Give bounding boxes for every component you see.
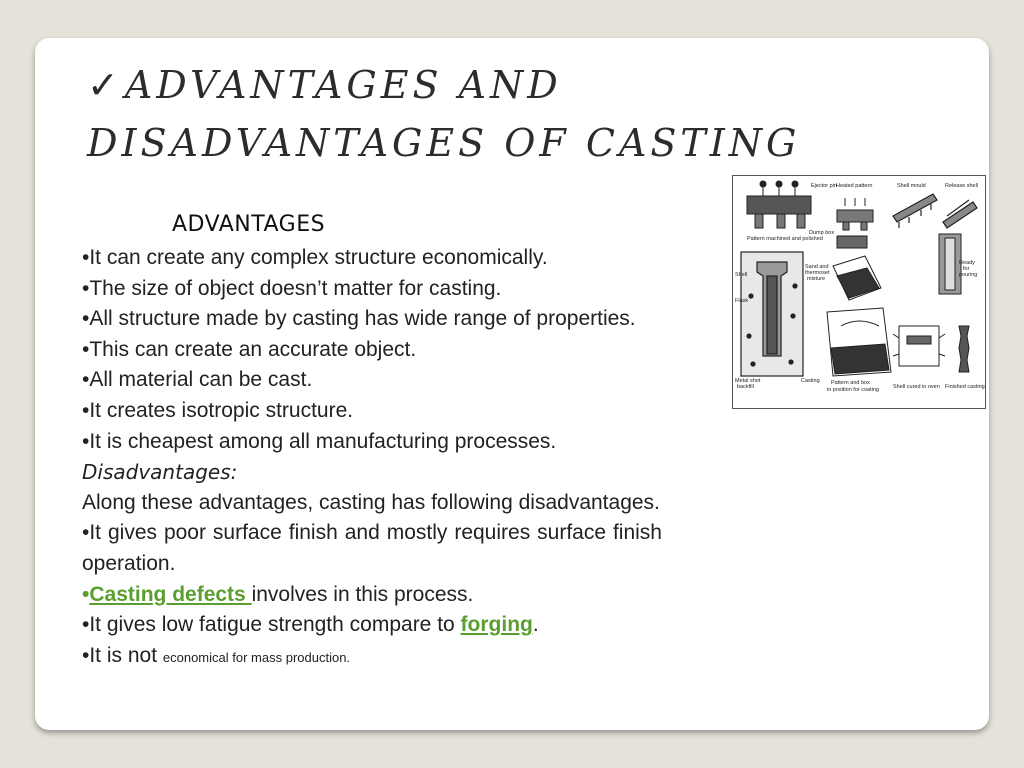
- label-release-shell: Release shell: [945, 183, 979, 189]
- label-ready: Ready: [959, 260, 975, 266]
- disadvantages-heading: Disadvantages:: [82, 460, 238, 485]
- label-heated-pattern: Heated pattern: [836, 183, 873, 189]
- label-pouring: pouring: [959, 272, 978, 278]
- disadvantage-item: [82, 610, 662, 641]
- label-shell-cured: Shell cured in oven: [893, 384, 940, 390]
- label-pattern-box-1: Pattern and box: [831, 380, 870, 386]
- bullet-list: [82, 243, 662, 673]
- pattern-box-diagram: [827, 308, 891, 376]
- label-for: for: [963, 266, 970, 272]
- finished-casting-diagram: [959, 326, 969, 372]
- disadvantage-item: •It gives poor surface finish and mostly requires surface finish operation.: [82, 521, 662, 575]
- label-casting: Casting: [801, 378, 820, 384]
- flask-casting-diagram: [741, 252, 803, 376]
- disadvantage-item: [82, 641, 662, 674]
- pattern-plate-diagram: [747, 181, 811, 228]
- checkmark-icon: ✓: [87, 63, 123, 107]
- label-thermoset: thermoset: [805, 270, 830, 276]
- advantage-item: •The size of object doesn’t matter for casting.: [82, 276, 502, 300]
- forging-link[interactable]: forging: [460, 613, 533, 637]
- label-backfill: backfill: [737, 384, 754, 390]
- heated-pattern-diagram: [837, 198, 873, 230]
- label-mixture: mixture: [807, 276, 826, 282]
- disadvantage-text: •It is not: [82, 643, 163, 667]
- release-shell-diagram: [943, 200, 977, 228]
- slide-title: [87, 56, 907, 172]
- title-text: ADVANTAGES AND DISADVANTAGES OF CASTING: [87, 63, 801, 165]
- advantage-item: •All structure made by casting has wide range of properties.: [82, 307, 636, 331]
- oven-diagram: [893, 326, 945, 366]
- advantage-item: •All material can be cast.: [82, 368, 313, 392]
- label-flask: Flask: [735, 298, 749, 304]
- advantage-item: •This can create an accurate object.: [82, 337, 417, 361]
- label-metal-shot: Metal shot: [735, 378, 761, 384]
- label-sand-and: Sand and: [805, 264, 829, 270]
- content-box: [72, 210, 672, 730]
- advantage-item: •It creates isotropic structure.: [82, 398, 354, 422]
- disadvantage-text: involves in this process.: [251, 582, 474, 606]
- advantages-heading: ADVANTAGES: [172, 212, 326, 237]
- ready-for-pouring-diagram: [939, 234, 961, 294]
- dump-box-diagram: [833, 236, 881, 300]
- bullet: •: [82, 582, 90, 606]
- label-dump-box: Dump box: [809, 230, 835, 236]
- slide: [35, 38, 989, 730]
- disadvantages-intro: Along these advantages, casting has following disadvantages.: [82, 490, 660, 514]
- label-ejector-pin: Ejector pin: [811, 183, 837, 189]
- label-shell-mould: Shell mould: [897, 183, 926, 189]
- shell-molding-figure: [732, 175, 986, 409]
- label-pattern-box-2: in position for coating: [827, 387, 879, 393]
- casting-defects-link[interactable]: Casting defects: [89, 582, 252, 606]
- advantage-item: •It is cheapest among all manufacturing processes.: [82, 429, 557, 453]
- disadvantage-item: [82, 580, 662, 611]
- shell-mould-diagram: [893, 194, 937, 228]
- disadvantage-small-text: economical for mass production.: [162, 649, 351, 665]
- advantage-item: •It can create any complex structure economically.: [82, 246, 548, 269]
- label-pattern-machined: Pattern machined and polished: [747, 236, 823, 242]
- period: .: [532, 613, 539, 637]
- label-finished-casting: Finished casting: [945, 384, 985, 390]
- disadvantage-text: •It gives low fatigue strength compare to: [82, 613, 461, 637]
- label-shell: Shell: [735, 272, 748, 278]
